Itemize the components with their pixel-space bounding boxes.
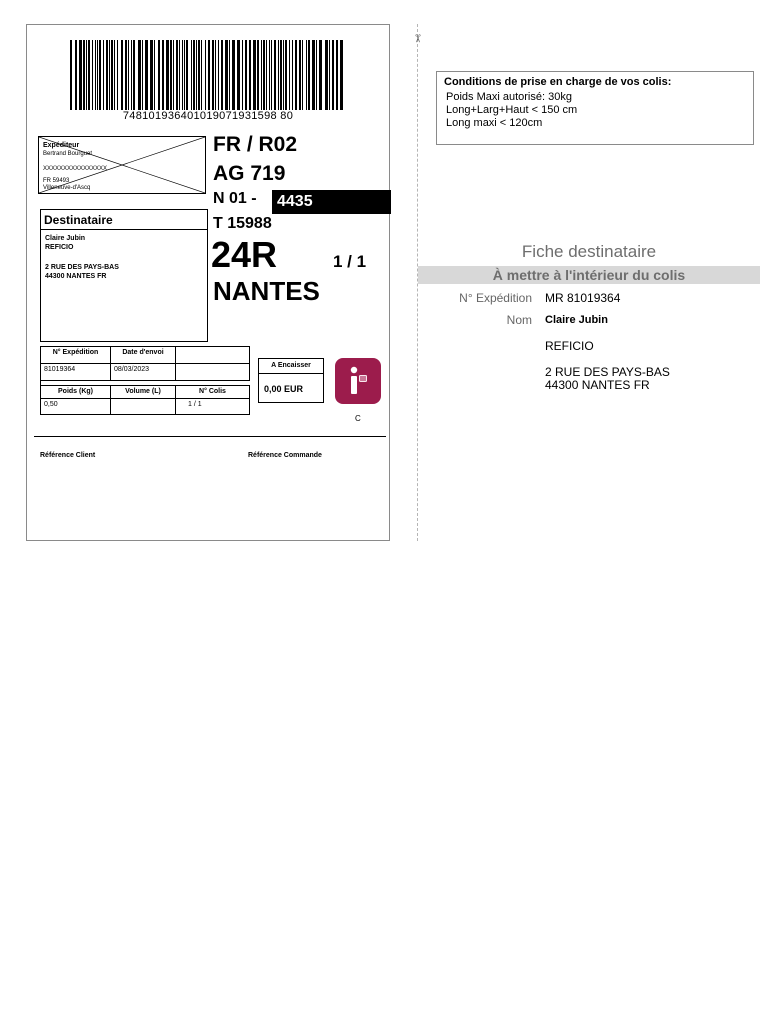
barcode-bar bbox=[109, 40, 110, 110]
barcode-bar bbox=[162, 40, 164, 110]
value-colis: 1 / 1 bbox=[176, 399, 250, 415]
recipient-city: 44300 NANTES FR bbox=[45, 273, 107, 280]
barcode-bar bbox=[176, 40, 178, 110]
barcode-bar bbox=[215, 40, 216, 110]
encaisser-box bbox=[258, 358, 324, 403]
routing-line2: AG 719 bbox=[213, 162, 286, 185]
barcode-bar bbox=[336, 40, 338, 110]
barcode-bar bbox=[302, 40, 303, 110]
barcode-bar bbox=[283, 40, 284, 110]
barcode-bar bbox=[325, 40, 328, 110]
barcode-bar bbox=[274, 40, 276, 110]
barcode-bar bbox=[245, 40, 247, 110]
barcode-bar bbox=[95, 40, 96, 110]
header-weight: Poids (Kg) bbox=[41, 385, 111, 399]
fiche-label-nom: Nom bbox=[506, 313, 532, 327]
barcode-bar bbox=[186, 40, 188, 110]
reference-client: Référence Client bbox=[40, 452, 96, 459]
barcode-bar bbox=[308, 40, 310, 110]
barcode-bar bbox=[229, 40, 230, 110]
fiche-city: 44300 NANTES FR bbox=[545, 378, 650, 392]
barcode-bar bbox=[150, 40, 153, 110]
barcode-bar bbox=[179, 40, 180, 110]
barcode-bar bbox=[154, 40, 155, 110]
barcode-bar bbox=[158, 40, 160, 110]
barcode-bar bbox=[114, 40, 115, 110]
barcode-bar bbox=[212, 40, 214, 110]
routing-parcel-count: 1 / 1 bbox=[333, 252, 367, 271]
sender-city: Villeneuve-d'Ascq bbox=[43, 185, 91, 191]
barcode-bar bbox=[106, 40, 108, 110]
fiche-title: Fiche destinataire bbox=[521, 242, 657, 261]
divider bbox=[34, 436, 386, 437]
barcode-bar bbox=[261, 40, 262, 110]
value-volume bbox=[111, 399, 176, 415]
condition-line: Long+Larg+Haut < 150 cm bbox=[446, 104, 578, 116]
encaisser-label: A Encaisser bbox=[259, 359, 323, 374]
conditions-box bbox=[436, 71, 754, 145]
barcode-bar bbox=[166, 40, 169, 110]
barcode-bar bbox=[184, 40, 185, 110]
sender-line3: FR 59493 bbox=[43, 178, 70, 184]
barcode-bar bbox=[205, 40, 206, 110]
barcode-bar bbox=[83, 40, 85, 110]
barcode-bar bbox=[269, 40, 270, 110]
barcode-bar bbox=[237, 40, 240, 110]
barcode-bar bbox=[312, 40, 315, 110]
barcode-bar bbox=[88, 40, 90, 110]
barcode-bar bbox=[182, 40, 183, 110]
shipment-table bbox=[40, 346, 250, 415]
routing-n-highlight: 4435 bbox=[272, 190, 391, 214]
barcode-bar bbox=[145, 40, 148, 110]
recipient-name: Claire Jubin bbox=[45, 235, 86, 242]
barcode-bar bbox=[117, 40, 118, 110]
fiche-value-expedition: MR 81019364 bbox=[545, 291, 621, 305]
header-volume: Volume (L) bbox=[111, 385, 176, 399]
barcode-bar bbox=[242, 40, 243, 110]
fiche-value-nom: Claire Jubin bbox=[545, 314, 608, 326]
barcode bbox=[70, 40, 346, 110]
scissors-icon: ✂ bbox=[411, 33, 424, 44]
conditions-title: Conditions de prise en charge de vos colis: bbox=[444, 76, 672, 88]
barcode-bar bbox=[253, 40, 256, 110]
barcode-bar bbox=[92, 40, 93, 110]
barcode-bar bbox=[125, 40, 127, 110]
barcode-bar bbox=[280, 40, 282, 110]
barcode-bar bbox=[75, 40, 77, 110]
routing-code: 24R bbox=[211, 234, 278, 275]
value-weight: 0,50 bbox=[41, 399, 111, 415]
fiche-subtitle: À mettre à l'intérieur du colis bbox=[418, 266, 760, 284]
barcode-bar bbox=[128, 40, 129, 110]
barcode-bar bbox=[221, 40, 223, 110]
encaisser-amount: 0,00 EUR bbox=[264, 384, 304, 394]
barcode-bar bbox=[271, 40, 272, 110]
barcode-bar bbox=[285, 40, 287, 110]
recipient-box bbox=[40, 209, 208, 342]
barcode-bar bbox=[173, 40, 174, 110]
value-expedition: 81019364 bbox=[41, 364, 111, 381]
sender-line2: XXXXXXXXXXXXXXXX bbox=[43, 166, 108, 172]
barcode-bar bbox=[196, 40, 197, 110]
barcode-bar bbox=[218, 40, 219, 110]
barcode-bar bbox=[138, 40, 141, 110]
routing-t-line: T 15988 bbox=[213, 215, 272, 232]
barcode-bar bbox=[193, 40, 195, 110]
barcode-bar bbox=[142, 40, 143, 110]
barcode-bar bbox=[257, 40, 259, 110]
barcode-bar bbox=[121, 40, 123, 110]
recipient-street: 2 RUE DES PAYS-BAS bbox=[45, 264, 119, 271]
recipient-company: REFICIO bbox=[45, 244, 74, 251]
recipient-title: Destinataire bbox=[44, 213, 113, 227]
barcode-bar bbox=[208, 40, 210, 110]
barcode-bar bbox=[306, 40, 307, 110]
header-expedition: N° Expédition bbox=[41, 347, 111, 364]
barcode-bar bbox=[70, 40, 72, 110]
barcode-bar bbox=[99, 40, 101, 110]
barcode-bar bbox=[332, 40, 334, 110]
barcode-bar bbox=[170, 40, 172, 110]
fiche-label-expedition: N° Expédition bbox=[459, 291, 532, 305]
condition-line: Long maxi < 120cm bbox=[446, 117, 543, 129]
barcode-bar bbox=[295, 40, 297, 110]
fiche-company: REFICIO bbox=[545, 339, 594, 353]
barcode-bar bbox=[263, 40, 265, 110]
barcode-bar bbox=[278, 40, 279, 110]
barcode-bar bbox=[86, 40, 87, 110]
logo-caption: C bbox=[355, 414, 361, 423]
value-date: 08/03/2023 bbox=[111, 364, 176, 381]
condition-line: Poids Maxi autorisé: 30kg bbox=[446, 91, 572, 103]
routing-n-prefix: N 01 - bbox=[213, 190, 257, 207]
relay-logo-icon bbox=[335, 358, 381, 404]
header-colis: N° Colis bbox=[176, 385, 250, 399]
barcode-bar bbox=[340, 40, 343, 110]
barcode-bar bbox=[191, 40, 192, 110]
reference-commande: Référence Commande bbox=[248, 452, 322, 459]
barcode-bar bbox=[201, 40, 202, 110]
routing-line1: FR / R02 bbox=[213, 133, 298, 156]
barcode-bar bbox=[111, 40, 113, 110]
sender-title: Expéditeur bbox=[43, 142, 80, 149]
barcode-bar bbox=[131, 40, 132, 110]
barcode-bar bbox=[319, 40, 322, 110]
header-date: Date d'envoi bbox=[111, 347, 176, 364]
sender-box bbox=[38, 136, 206, 194]
barcode-bar bbox=[97, 40, 98, 110]
routing-city: NANTES bbox=[213, 276, 320, 306]
barcode-bar bbox=[225, 40, 228, 110]
barcode-bar bbox=[292, 40, 293, 110]
barcode-bar bbox=[316, 40, 317, 110]
barcode-number: 748101936401019071931598 80 bbox=[122, 110, 294, 122]
sender-name: Bertrand Bourguet bbox=[43, 151, 93, 157]
barcode-bar bbox=[299, 40, 301, 110]
fiche-street: 2 RUE DES PAYS-BAS bbox=[545, 365, 670, 379]
barcode-bar bbox=[232, 40, 235, 110]
barcode-bar bbox=[133, 40, 135, 110]
barcode-bar bbox=[198, 40, 200, 110]
barcode-bar bbox=[266, 40, 267, 110]
barcode-bar bbox=[103, 40, 104, 110]
barcode-bar bbox=[249, 40, 251, 110]
barcode-bar bbox=[289, 40, 290, 110]
barcode-bar bbox=[329, 40, 330, 110]
barcode-bar bbox=[79, 40, 82, 110]
